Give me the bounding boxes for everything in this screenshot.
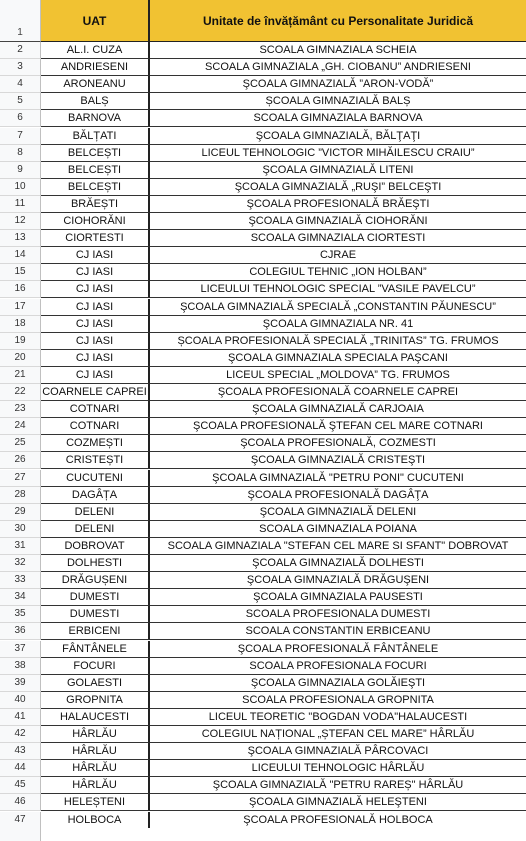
- cell-unit[interactable]: COLEGIUL TEHNIC „ION HOLBAN”: [150, 264, 526, 281]
- cell-uat[interactable]: DUMESTI: [41, 606, 150, 623]
- row-number[interactable]: 17: [0, 299, 41, 316]
- cell-uat[interactable]: DOLHESTI: [41, 555, 150, 572]
- row-number[interactable]: 13: [0, 230, 41, 247]
- cell-uat[interactable]: COARNELE CAPREI: [41, 384, 150, 401]
- row-number[interactable]: 35: [0, 606, 41, 623]
- table-row: [0, 179, 526, 196]
- table-row: [0, 401, 526, 418]
- cell-unit[interactable]: LICEULUI TEHNOLOGIC HÂRLĂU: [150, 760, 526, 777]
- cell-uat[interactable]: HÂRLĂU: [41, 743, 150, 760]
- table-row: [0, 281, 526, 298]
- table-row: [0, 42, 526, 59]
- cell-uat[interactable]: BELCEȘTI: [41, 145, 150, 162]
- cell-uat[interactable]: CJ IASI: [41, 333, 150, 350]
- cell-uat[interactable]: AL.I. CUZA: [41, 42, 150, 59]
- cell-unit[interactable]: ŞCOALA GIMNAZIALĂ CRISTEŞTI: [150, 452, 526, 469]
- row-number[interactable]: 32: [0, 555, 41, 572]
- cell-uat[interactable]: BELCEȘTI: [41, 179, 150, 196]
- cell-uat[interactable]: HÂRLĂU: [41, 726, 150, 743]
- row-number[interactable]: 40: [0, 692, 41, 709]
- table-row: [0, 76, 526, 93]
- table-row: [0, 452, 526, 469]
- row-number[interactable]: 10: [0, 179, 41, 196]
- row-number[interactable]: 18: [0, 316, 41, 333]
- header-row: [0, 0, 526, 42]
- cell-uat[interactable]: DELENI: [41, 504, 150, 521]
- table-row: [0, 555, 526, 572]
- table-row: [0, 435, 526, 452]
- row-number[interactable]: 43: [0, 743, 41, 760]
- cell-uat[interactable]: CJ IASI: [41, 316, 150, 333]
- table-row: [0, 658, 526, 675]
- row-number[interactable]: 29: [0, 504, 41, 521]
- cell-uat[interactable]: BELCEȘTI: [41, 162, 150, 179]
- cell-uat[interactable]: CJ IASI: [41, 299, 150, 316]
- cell-unit[interactable]: LICEUL SPECIAL „MOLDOVA” TG. FRUMOS: [150, 367, 526, 384]
- cell-uat[interactable]: ARONEANU: [41, 76, 150, 93]
- cell-unit[interactable]: ŞCOALA GIMNAZIALĂ HELEŞTENI: [150, 794, 526, 811]
- cell-uat[interactable]: CJ IASI: [41, 264, 150, 281]
- row-number[interactable]: 30: [0, 521, 41, 538]
- table-row: [0, 196, 526, 213]
- table-row: [0, 350, 526, 367]
- cell-uat[interactable]: CIORTESTI: [41, 230, 150, 247]
- cell-unit[interactable]: ŞCOALA PROFESIONALĂ, COZMESTI: [150, 435, 526, 452]
- table-row: [0, 470, 526, 487]
- cell-unit[interactable]: ŞCOALA PROFESIONALĂ BRĂEŞTI: [150, 196, 526, 213]
- cell-unit[interactable]: ŞCOALA GIMNAZIALA PAUSESTI: [150, 589, 526, 606]
- row-number[interactable]: 15: [0, 264, 41, 281]
- table-row: [0, 538, 526, 555]
- cell-unit[interactable]: ȘCOALA PROFESIONALĂ SPECIALĂ „TRINITAS” TG. FRUMOS: [150, 333, 526, 350]
- cell-unit[interactable]: ŞCOALA GIMNAZIALĂ DRĂGUŞENI: [150, 572, 526, 589]
- row-number[interactable]: 47: [0, 812, 41, 829]
- empty-row-area: [0, 828, 526, 841]
- cell-uat[interactable]: ERBICENI: [41, 623, 150, 640]
- table-row: [0, 777, 526, 794]
- row-number[interactable]: 24: [0, 418, 41, 435]
- row-number[interactable]: 2: [0, 42, 41, 59]
- cell-unit[interactable]: SCOALA GIMNAZIALA CIORTESTI: [150, 230, 526, 247]
- table-row: [0, 230, 526, 247]
- cell-unit[interactable]: SCOALA GIMNAZIALA „GH. CIOBANU” ANDRIESENI: [150, 59, 526, 76]
- row-number[interactable]: 3: [0, 59, 41, 76]
- row-number[interactable]: 22: [0, 384, 41, 401]
- cell-uat[interactable]: CJ IASI: [41, 367, 150, 384]
- cell-uat[interactable]: CIOHORĂNI: [41, 213, 150, 230]
- row-number[interactable]: 41: [0, 709, 41, 726]
- cell-unit[interactable]: ŞCOALA PROFESIONALĂ HOLBOCA: [150, 812, 526, 829]
- table-row: [0, 760, 526, 777]
- table-row: [0, 709, 526, 726]
- table-row: [0, 504, 526, 521]
- table-row: [0, 726, 526, 743]
- row-number[interactable]: 19: [0, 333, 41, 350]
- row-number[interactable]: 9: [0, 162, 41, 179]
- row-number-header[interactable]: 1: [0, 0, 41, 42]
- row-number[interactable]: 45: [0, 777, 41, 794]
- cell-uat[interactable]: HÂRLĂU: [41, 777, 150, 794]
- cell-unit[interactable]: ŞCOALA PROFESIONALĂ FÂNTÂNELE: [150, 641, 526, 658]
- table-row: [0, 418, 526, 435]
- cell-uat[interactable]: BALȘ: [41, 93, 150, 110]
- table-row: [0, 794, 526, 811]
- cell-uat[interactable]: BĂLȚATI: [41, 128, 150, 145]
- cell-uat[interactable]: GROPNITA: [41, 692, 150, 709]
- cell-unit[interactable]: ŞCOALA GIMNAZIALĂ LITENI: [150, 162, 526, 179]
- cell-uat[interactable]: FOCURI: [41, 658, 150, 675]
- table-row: [0, 247, 526, 264]
- cell-unit[interactable]: SCOALA GIMNAZIALA "STEFAN CEL MARE SI SFANT" DOBROVAT: [150, 538, 526, 555]
- cell-unit[interactable]: CJRAE: [150, 247, 526, 264]
- cell-uat[interactable]: CJ IASI: [41, 281, 150, 298]
- table-row: [0, 623, 526, 640]
- table-row: [0, 675, 526, 692]
- cell-uat[interactable]: ANDRIESENI: [41, 59, 150, 76]
- cell-unit[interactable]: ŞCOALA GIMNAZIALĂ CARJOAIA: [150, 401, 526, 418]
- row-number[interactable]: 4: [0, 76, 41, 93]
- table-row: [0, 264, 526, 281]
- cell-unit[interactable]: ŞCOALA PROFESIONALĂ COARNELE CAPREI: [150, 384, 526, 401]
- row-number[interactable]: 12: [0, 213, 41, 230]
- cell-unit[interactable]: ŞCOALA GIMNAZIALĂ PÂRCOVACI: [150, 743, 526, 760]
- cell-uat[interactable]: DELENI: [41, 521, 150, 538]
- row-number[interactable]: 44: [0, 760, 41, 777]
- cell-uat[interactable]: CRISTEȘTI: [41, 452, 150, 469]
- cell-unit[interactable]: ŞCOALA GIMNAZIALĂ „RUŞI” BELCEŞTI: [150, 179, 526, 196]
- cell-uat[interactable]: COTNARI: [41, 418, 150, 435]
- row-number[interactable]: 42: [0, 726, 41, 743]
- cell-unit[interactable]: ŞCOALA GIMNAZIALĂ CIOHORĂNI: [150, 213, 526, 230]
- cell-unit[interactable]: ȘCOALA GIMNAZIALĂ BALȘ: [150, 93, 526, 110]
- table-row: [0, 162, 526, 179]
- cell-uat[interactable]: DOBROVAT: [41, 538, 150, 555]
- table-row: [0, 384, 526, 401]
- row-number[interactable]: 37: [0, 641, 41, 658]
- row-number[interactable]: 25: [0, 435, 41, 452]
- table-row: [0, 145, 526, 162]
- cell-unit[interactable]: LICEUL TEORETIC "BOGDAN VODA"HALAUCESTI: [150, 709, 526, 726]
- row-number[interactable]: 33: [0, 572, 41, 589]
- cell-unit[interactable]: ŞCOALA GIMNAZIALĂ "PETRU RAREȘ" HÂRLĂU: [150, 777, 526, 794]
- row-number[interactable]: 39: [0, 675, 41, 692]
- table-row: [0, 521, 526, 538]
- row-number[interactable]: 11: [0, 196, 41, 213]
- table-row: [0, 59, 526, 76]
- table-row: [0, 743, 526, 760]
- cell-unit[interactable]: LICEULUI TEHNOLOGIC SPECIAL ”VASILE PAVELCU”: [150, 281, 526, 298]
- row-number[interactable]: 28: [0, 487, 41, 504]
- cell-unit[interactable]: ŞCOALA GIMNAZIALĂ DOLHESTI: [150, 555, 526, 572]
- cell-uat[interactable]: HÂRLĂU: [41, 760, 150, 777]
- cell-uat[interactable]: DUMESTI: [41, 589, 150, 606]
- table-row: [0, 641, 526, 658]
- row-number[interactable]: 14: [0, 247, 41, 264]
- cell-unit[interactable]: ŞCOALA GIMNAZIALA SPECIALA PAŞCANI: [150, 350, 526, 367]
- cell-unit[interactable]: SCOALA CONSTANTIN ERBICEANU: [150, 623, 526, 640]
- row-number[interactable]: 7: [0, 128, 41, 145]
- row-number[interactable]: 21: [0, 367, 41, 384]
- cell-unit[interactable]: SCOALA PROFESIONALA DUMESTI: [150, 606, 526, 623]
- row-number[interactable]: 34: [0, 589, 41, 606]
- cell-unit[interactable]: ŞCOALA GIMNAZIALĂ ”ARON-VODĂ”: [150, 76, 526, 93]
- cell-unit[interactable]: ŞCOALA GIMNAZIALĂ "PETRU PONI" CUCUTENI: [150, 470, 526, 487]
- cell-uat[interactable]: BRĂEȘTI: [41, 196, 150, 213]
- cell-uat[interactable]: COTNARI: [41, 401, 150, 418]
- table-row: [0, 487, 526, 504]
- table-row: [0, 812, 526, 829]
- column-header-unit[interactable]: Unitate de învățământ cu Personalitate Juridică: [150, 0, 526, 42]
- row-number[interactable]: 16: [0, 281, 41, 298]
- row-number[interactable]: 31: [0, 538, 41, 555]
- row-number[interactable]: 36: [0, 623, 41, 640]
- table-row: [0, 213, 526, 230]
- cell-unit[interactable]: SCOALA PROFESIONALA GROPNITA: [150, 692, 526, 709]
- cell-unit[interactable]: COLEGIUL NAȚIONAL „ȘTEFAN CEL MARE” HÂRLĂU: [150, 726, 526, 743]
- table-row: [0, 606, 526, 623]
- cell-uat[interactable]: CJ IASI: [41, 350, 150, 367]
- cell-unit[interactable]: SCOALA GIMNAZIALA POIANA: [150, 521, 526, 538]
- cell-unit[interactable]: SCOALA PROFESIONALA FOCURI: [150, 658, 526, 675]
- table-row: [0, 572, 526, 589]
- row-number[interactable]: 26: [0, 452, 41, 469]
- cell-unit[interactable]: LICEUL TEHNOLOGIC ”VICTOR MIHĂILESCU CRAIU”: [150, 145, 526, 162]
- cell-uat[interactable]: COZMEȘTI: [41, 435, 150, 452]
- cell-uat[interactable]: CJ IASI: [41, 247, 150, 264]
- table-row: [0, 316, 526, 333]
- cell-uat[interactable]: BARNOVA: [41, 110, 150, 127]
- table-row: [0, 128, 526, 145]
- row-number[interactable]: 6: [0, 110, 41, 127]
- table-row: [0, 333, 526, 350]
- cell-uat[interactable]: DRĂGUȘENI: [41, 572, 150, 589]
- column-header-uat[interactable]: UAT: [41, 0, 150, 42]
- cell-unit[interactable]: ŞCOALA GIMNAZIALĂ SPECIALĂ „CONSTANTIN PĂUNESCU”: [150, 299, 526, 316]
- cell-uat[interactable]: HOLBOCA: [41, 812, 150, 829]
- cell-unit[interactable]: ŞCOALA GIMNAZIALA GOLĂIEŞTI: [150, 675, 526, 692]
- cell-uat[interactable]: DAGÂȚA: [41, 487, 150, 504]
- row-number[interactable]: 20: [0, 350, 41, 367]
- row-number[interactable]: 38: [0, 658, 41, 675]
- row-number[interactable]: 5: [0, 93, 41, 110]
- cell-unit[interactable]: ŞCOALA GIMNAZIALA NR. 41: [150, 316, 526, 333]
- cell-uat[interactable]: HELEȘTENI: [41, 794, 150, 811]
- table-row: [0, 110, 526, 127]
- row-number[interactable]: 27: [0, 470, 41, 487]
- row-number[interactable]: 8: [0, 145, 41, 162]
- cell-uat[interactable]: HALAUCESTI: [41, 709, 150, 726]
- table-row: [0, 93, 526, 110]
- row-number-empty[interactable]: [0, 828, 41, 841]
- cell-uat[interactable]: GOLAESTI: [41, 675, 150, 692]
- cell-unit[interactable]: ŞCOALA PROFESIONALĂ DAGÂŢA: [150, 487, 526, 504]
- table-row: [0, 299, 526, 316]
- cell-unit[interactable]: ŞCOALA GIMNAZIALĂ, BĂLŢAŢI: [150, 128, 526, 145]
- cell-unit[interactable]: ŞCOALA GIMNAZIALĂ DELENI: [150, 504, 526, 521]
- row-number[interactable]: 23: [0, 401, 41, 418]
- cell-unit[interactable]: ŞCOALA PROFESIONALĂ ŞTEFAN CEL MARE COTNARI: [150, 418, 526, 435]
- cell-uat[interactable]: FÂNTÂNELE: [41, 641, 150, 658]
- table-row: [0, 589, 526, 606]
- cell-unit[interactable]: SCOALA GIMNAZIALA SCHEIA: [150, 42, 526, 59]
- row-number[interactable]: 46: [0, 794, 41, 811]
- table-row: [0, 367, 526, 384]
- table-row: [0, 692, 526, 709]
- cell-uat[interactable]: CUCUTENI: [41, 470, 150, 487]
- cell-unit[interactable]: SCOALA GIMNAZIALA BARNOVA: [150, 110, 526, 127]
